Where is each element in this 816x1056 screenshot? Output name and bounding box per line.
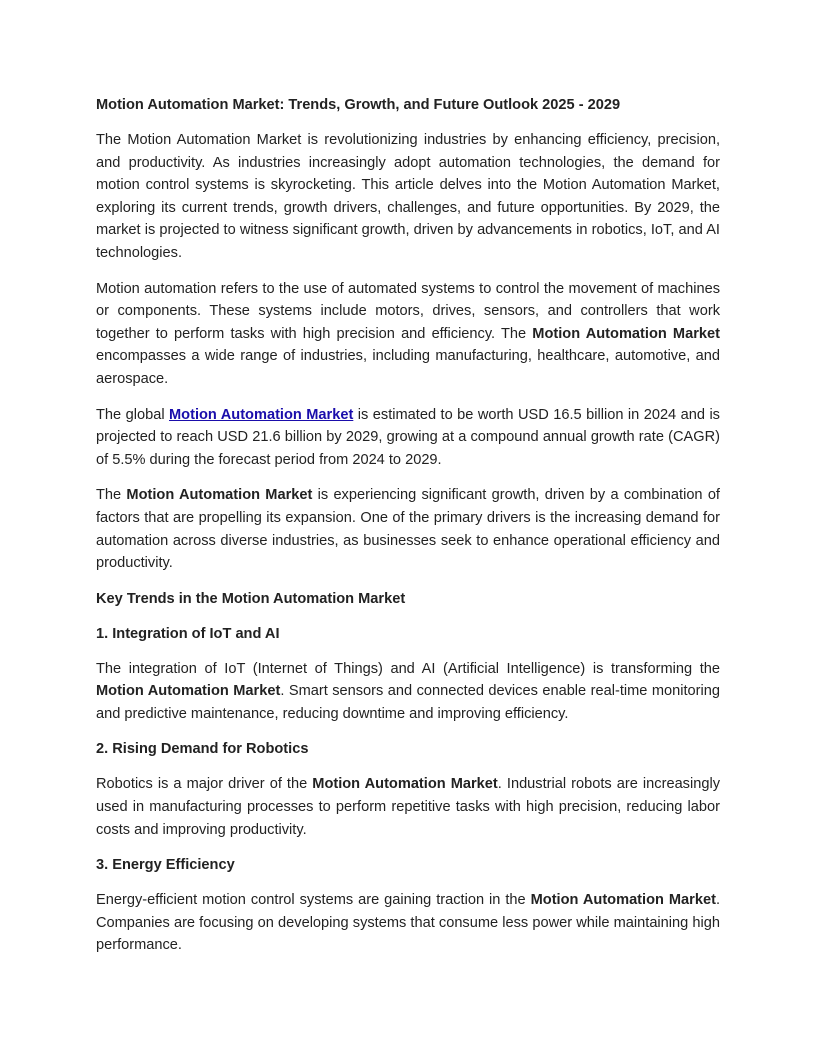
trend-paragraph-robotics	[96, 773, 720, 841]
growth-text-after: is experiencing significant growth, driven by a combination of factors that are propelling its expansion. One of the primary drivers is the increasing demand for automation across diverse industries, as businesses seek to enhance operational efficiency and productivity.	[96, 487, 720, 572]
trend-text-after: . Companies are focusing on developing systems that consume less power while maintaining high performance.	[96, 892, 721, 954]
trend-text-before: The integration of IoT (Internet of Things) and AI (Artificial Intelligence) is transforming the	[96, 660, 720, 677]
trend-text-after: . Industrial robots are increasingly used in manufacturing processes to perform repetitive tasks with high precision, reducing labor costs and improving productivity.	[96, 776, 720, 838]
growth-paragraph	[96, 484, 720, 574]
trend-bold-term: Motion Automation Market	[530, 892, 716, 909]
market-size-text-after: is estimated to be worth USD 16.5 billion in 2024 and is projected to reach USD 21.6 billion by 2029, growing at a compound annual growth rate (CAGR) of 5.5% during the forecast period from 2024 to 2029.	[96, 406, 720, 468]
trend-text-after: . Smart sensors and connected devices enable real-time monitoring and predictive maintenance, reducing downtime and improving efficiency.	[96, 683, 720, 722]
intro-paragraph: The Motion Automation Market is revolutionizing industries by enhancing efficiency, precision, and productivity. As industries increasingly adopt automation technologies, the demand for motion control systems is skyrocketing. This article delves into the Motion Automation Market, exploring its current trends, growth drivers, challenges, and future opportunities. By 2029, the market is projected to witness significant growth, driven by advancements in robotics, IoT, and AI technologies.	[96, 132, 720, 261]
trend-text-before: Robotics is a major driver of the	[96, 776, 313, 793]
growth-bold-term: Motion Automation Market	[126, 487, 313, 504]
page-title: Motion Automation Market: Trends, Growth, and Future Outlook 2025 - 2029	[96, 97, 621, 113]
trend-heading-energy-efficiency: 3. Energy Efficiency	[96, 857, 235, 874]
trends-heading: Key Trends in the Motion Automation Market	[96, 590, 406, 607]
trend-heading-robotics: 2. Rising Demand for Robotics	[96, 741, 309, 758]
trend-text-before: Energy-efficient motion control systems are gaining traction in the	[96, 892, 531, 909]
growth-text-before: The	[96, 487, 127, 504]
definition-bold-term: Motion Automation Market	[532, 325, 720, 342]
trend-bold-term: Motion Automation Market	[312, 776, 498, 793]
market-size-paragraph	[96, 404, 720, 472]
motion-automation-market-link[interactable]: Motion Automation Market	[169, 406, 354, 423]
definition-paragraph	[96, 278, 720, 391]
trend-paragraph-iot-ai	[96, 658, 720, 726]
trend-paragraph-energy-efficiency	[96, 889, 720, 957]
market-size-text-before: The global	[96, 406, 170, 423]
trend-bold-term: Motion Automation Market	[96, 683, 281, 700]
definition-text-before: Motion automation refers to the use of automated systems to control the movement of machines or components. These systems include motors, drives, sensors, and controllers that work together to perform tasks with high precision and efficiency. The	[96, 280, 720, 342]
definition-text-after: encompasses a wide range of industries, including manufacturing, healthcare, automotive, and aerospace.	[96, 348, 720, 387]
trend-heading-iot-ai: 1. Integration of IoT and AI	[96, 625, 280, 642]
